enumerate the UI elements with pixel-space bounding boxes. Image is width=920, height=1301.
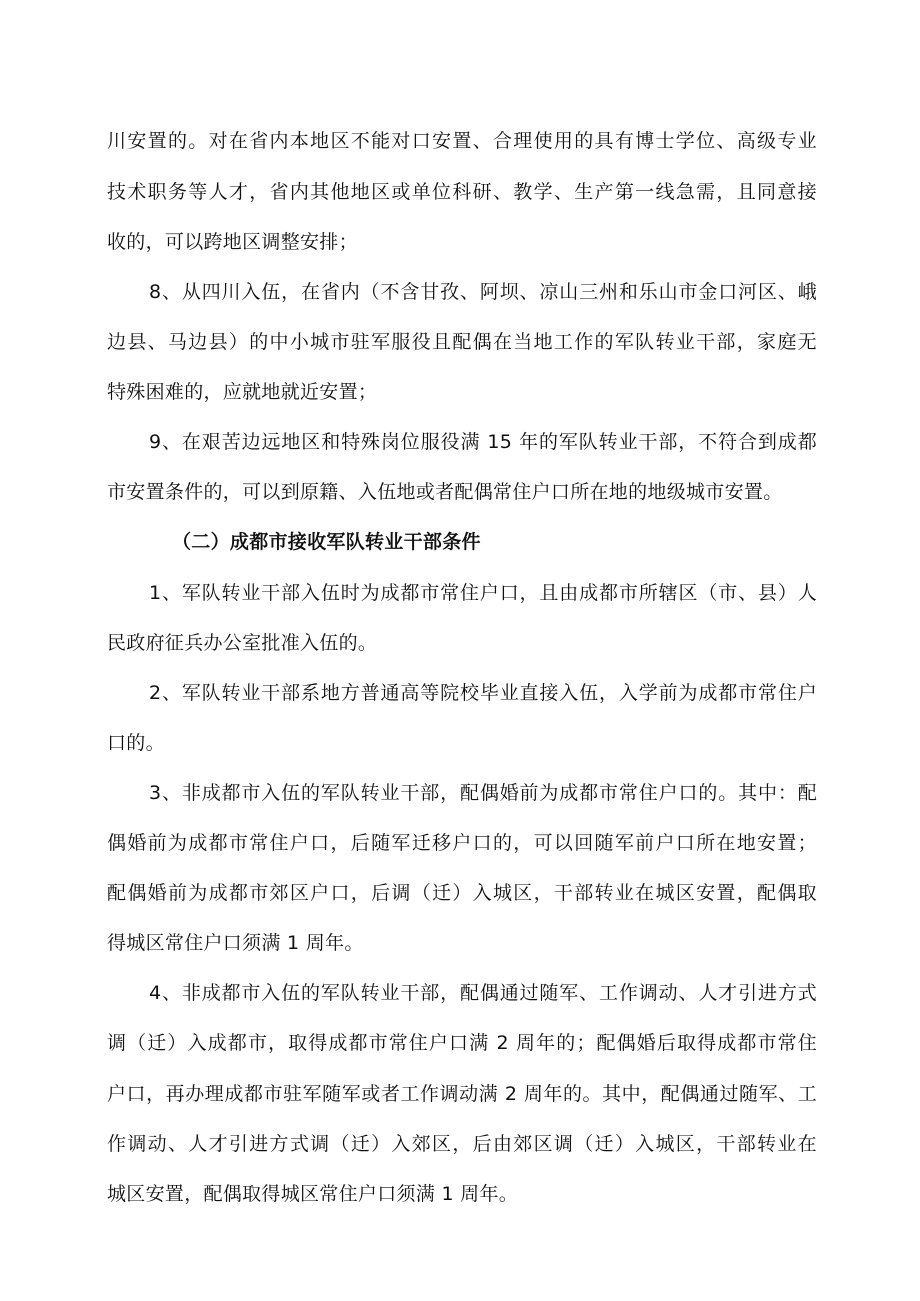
paragraph-line: 技术职务等人才，省内其他地区或单位科研、教学、生产第一线急需，且同意接 [107,181,817,203]
paragraph-line: 9、在艰苦边远地区和特殊岗位服役满 15 年的军队转业干部，不符合到成都 [149,431,817,453]
section-heading: （二）成都市接收军队转业干部条件 [172,531,481,553]
paragraph-line: 边县、马边县）的中小城市驻军服役且配偶在当地工作的军队转业干部，家庭无 [107,331,817,353]
paragraph-line: 调（迁）入成都市，取得成都市常住户口满 2 周年的；配偶婚后取得成都市常住 [107,1032,817,1054]
paragraph-line: 口的。 [107,732,165,754]
paragraph-line: 3、非成都市入伍的军队转业干部，配偶婚前为成都市常住户口的。其中：配 [149,782,817,804]
paragraph-line: 收的，可以跨地区调整安排； [107,231,358,253]
paragraph-line: 户口，再办理成都市驻军随军或者工作调动满 2 周年的。其中，配偶通过随军、工 [107,1083,817,1105]
paragraph-line: 民政府征兵办公室批准入伍的。 [107,632,378,654]
paragraph-line: 偶婚前为成都市常住户口，后随军迁移户口的，可以回随军前户口所在地安置； [107,832,817,854]
paragraph-line: 作调动、人才引进方式调（迁）入郊区，后由郊区调（迁）入城区，干部转业在 [107,1133,817,1155]
paragraph-line: 城区安置，配偶取得城区常住户口须满 1 周年。 [107,1183,519,1205]
paragraph-line: 2、军队转业干部系地方普通高等院校毕业直接入伍，入学前为成都市常住户 [149,682,817,704]
paragraph-line: 川安置的。对在省内本地区不能对口安置、合理使用的具有博士学位、高级专业 [107,130,817,152]
paragraph-line: 8、从四川入伍，在省内（不含甘孜、阿坝、凉山三州和乐山市金口河区、峨 [149,281,817,303]
paragraph-line: 配偶婚前为成都市郊区户口，后调（迁）入城区，干部转业在城区安置，配偶取 [107,882,817,904]
paragraph-line: 1、军队转业干部入伍时为成都市常住户口，且由成都市所辖区（市、县）人 [149,582,817,604]
paragraph-line: 4、非成都市入伍的军队转业干部，配偶通过随军、工作调动、人才引进方式 [149,982,817,1004]
paragraph-line: 市安置条件的，可以到原籍、入伍地或者配偶常住户口所在地的地级城市安置。 [107,481,783,503]
paragraph-line: 得城区常住户口须满 1 周年。 [107,932,364,954]
paragraph-line: 特殊困难的，应就地就近安置； [107,381,378,403]
